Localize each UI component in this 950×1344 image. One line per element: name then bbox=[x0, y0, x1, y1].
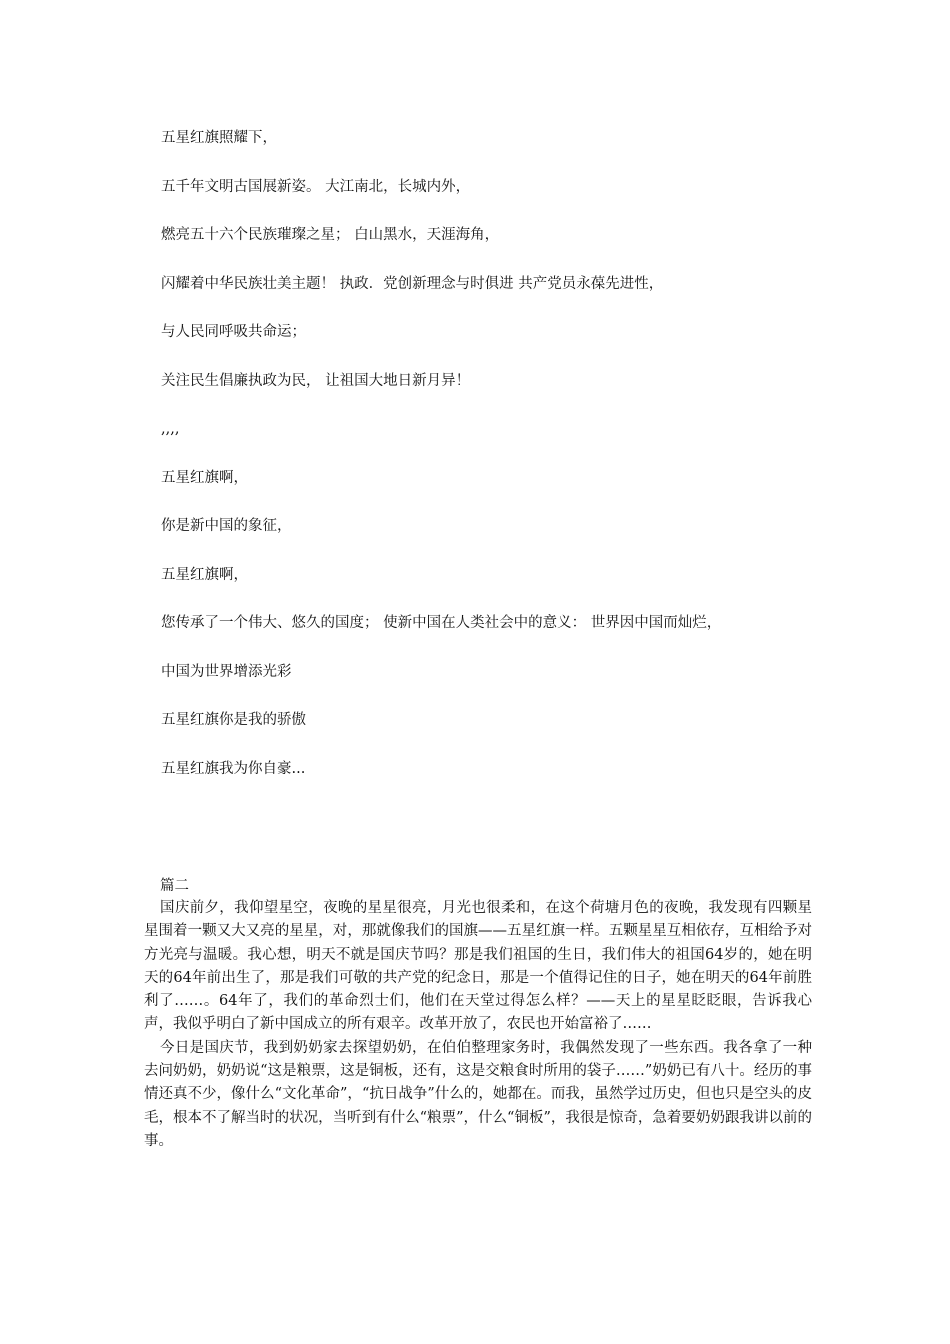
poem-line: 燃亮五十六个民族璀璨之星； 白山黑水，天涯海角， bbox=[161, 227, 500, 243]
poem-line: ,,,, bbox=[161, 421, 180, 437]
poem-line: 你是新中国的象征， bbox=[161, 518, 292, 534]
poem-line: 五星红旗你是我的骄傲 bbox=[161, 712, 306, 728]
paragraph: 今日是国庆节，我到奶奶家去探望奶奶，在伯伯整理家务时，我偶然发现了一些东西。我各拿了一种去问奶奶，奶奶说“这是粮票，这是铜板，还有，这是交粮食时所用的袋子……”奶奶已有八十。经历的事情还真不少，像什么“文化革命”，“抗日战争”什么的，她都在。而我，虽然学过历史，但也只是空头的皮毛，根本不了解当时的状况，当听到有什么“粮票”，什么“铜板”，我很是惊奇，急着要奶奶跟我讲以前的事。 bbox=[144, 1039, 812, 1149]
poem-section bbox=[161, 128, 841, 807]
poem-line: 关注民生倡廉执政为民， 让祖国大地日新月异！ bbox=[161, 372, 471, 389]
poem-line: 闪耀着中华民族壮美主题！ 执政．党创新理念与时俱进 共产党员永葆先进性， bbox=[161, 275, 664, 292]
paragraph: 国庆前夕，我仰望星空，夜晚的星星很亮，月光也很柔和，在这个荷塘月色的夜晚，我发现有四颗星星围着一颗又大又亮的星星，对，那就像我们的国旗——五星红旗一样。五颗星星互相依存，互相给予对方光亮与温暖。我心想，明天不就是国庆节吗？那是我们祖国的生日，我们伟大的祖国64岁的，她在明天的64年前出生了，那是我们可敬的共产党的纪念日，那是一个值得记住的日子，她在明天的64年前胜利了……。64年了，我们的革命烈士们，他们在天堂过得怎么样？——天上的星星眨眨眼，告诉我心声，我似乎明白了新中国成立的所有艰辛。改革开放了，农民也开始富裕了…… bbox=[144, 900, 812, 1033]
poem-line: 您传承了一个伟大、悠久的国度； 使新中国在人类社会中的意义： 世界因中国而灿烂， bbox=[161, 615, 722, 631]
poem-line: 中国为世界增添光彩 bbox=[161, 663, 292, 680]
section-title: 篇二 bbox=[160, 878, 189, 894]
poem-line: 五星红旗啊， bbox=[161, 469, 248, 486]
poem-line: 五星红旗我为你自豪... bbox=[161, 760, 306, 777]
section-two bbox=[144, 875, 812, 1153]
poem-line: 与人民同呼吸共命运； bbox=[161, 324, 306, 340]
poem-line: 五千年文明古国展新姿。 大江南北，长城内外， bbox=[161, 178, 471, 195]
poem-line: 五星红旗照耀下， bbox=[161, 130, 277, 146]
poem-line: 五星红旗啊， bbox=[161, 566, 248, 583]
